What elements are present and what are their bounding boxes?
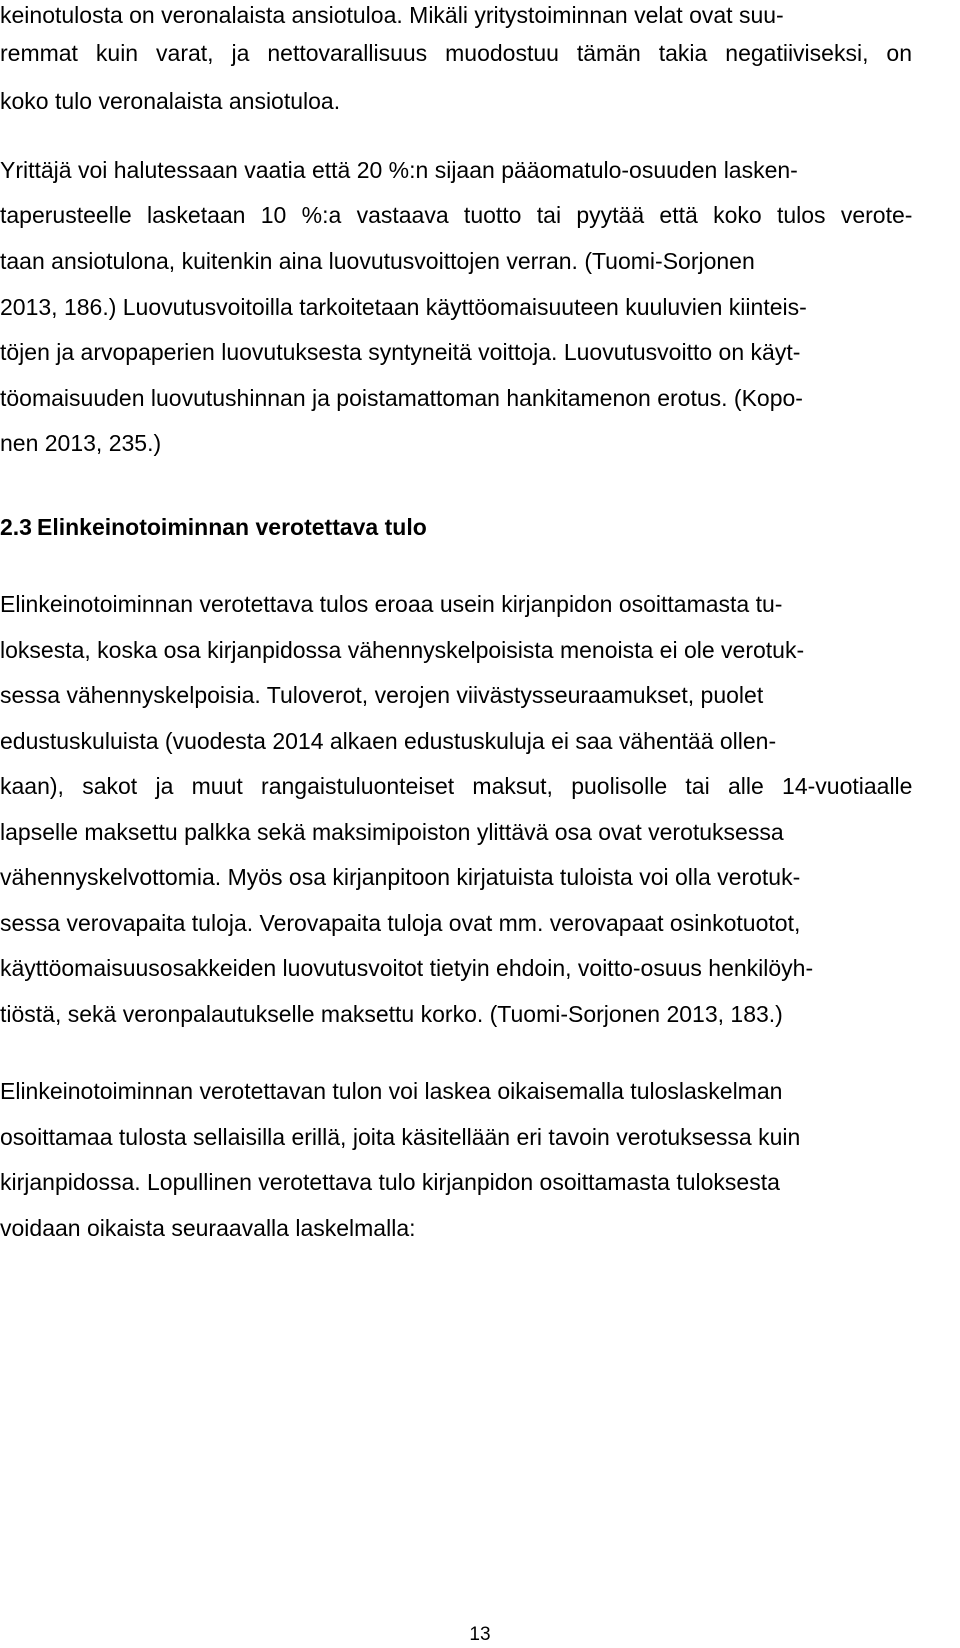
text-line: taperusteelle lasketaan 10 %:a vastaava tuotto tai pyytää että koko tulos verote- <box>0 202 913 228</box>
text-line: koko tulo veronalaista ansiotuloa. <box>0 88 341 114</box>
text-line: lapselle maksettu palkka sekä maksimipoiston ylittävä osa ovat verotuksessa <box>0 819 784 845</box>
text-line: Yrittäjä voi halutessaan vaatia että 20 %:n sijaan pääomatulo-osuuden lasken- <box>0 157 798 183</box>
text-line: sessa vähennyskelpoisia. Tuloverot, verojen viivästysseuraamukset, puolet <box>0 682 764 708</box>
text-line: vähennyskelvottomia. Myös osa kirjanpitoon kirjatuista tuloista voi olla verotuk- <box>0 864 801 890</box>
text-line: Elinkeinotoiminnan verotettavan tulon voi laskea oikaisemalla tuloslaskelman <box>0 1078 783 1104</box>
section-title: Elinkeinotoiminnan verotettava tulo <box>36 514 427 540</box>
text-line: remmat kuin varat, ja nettovarallisuus muodostuu tämän takia negatiiviseksi, on <box>0 40 912 66</box>
text-line: Elinkeinotoiminnan verotettava tulos eroaa usein kirjanpidon osoittamasta tu- <box>0 591 783 617</box>
text-line: kirjanpidossa. Lopullinen verotettava tulo kirjanpidon osoittamasta tuloksesta <box>0 1169 780 1195</box>
text-line: töjen ja arvopaperien luovutuksesta syntyneitä voittoja. Luovutusvoitto on käyt- <box>0 339 801 365</box>
text-line: osoittamaa tulosta sellaisilla erillä, joita käsitellään eri tavoin verotuksessa kuin <box>0 1124 801 1150</box>
text-line: taan ansiotulona, kuitenkin aina luovutusvoittojen verran. (Tuomi-Sorjonen <box>0 248 755 274</box>
text-line: loksesta, koska osa kirjanpidossa vähennyskelpoisista menoista ei ole verotuk- <box>0 637 805 663</box>
text-line: 2013, 186.) Luovutusvoitoilla tarkoitetaan käyttöomaisuuteen kuuluvien kiinteis- <box>0 294 807 320</box>
text-line: nen 2013, 235.) <box>0 430 162 456</box>
text-line: keinotulosta on veronalaista ansiotuloa. Mikäli yritystoiminnan velat ovat suu- <box>0 2 784 28</box>
text-line: edustuskuluista (vuodesta 2014 alkaen edustuskuluja ei saa vähentää ollen- <box>0 728 777 754</box>
page-number: 13 <box>469 1624 491 1645</box>
text-line: töomaisuuden luovutushinnan ja poistamattoman hankitamenon erotus. (Kopo- <box>0 385 803 411</box>
text-line: kaan), sakot ja muut rangaistuluonteiset maksut, puolisolle tai alle 14-vuotiaalle <box>0 773 913 799</box>
text-line: käyttöomaisuusosakkeiden luovutusvoitot tietyin ehdoin, voitto-osuus henkilöyh- <box>0 955 814 981</box>
section-heading <box>0 512 427 542</box>
section-number: 2.3 <box>0 514 32 540</box>
text-line: sessa verovapaita tuloja. Verovapaita tuloja ovat mm. verovapaat osinkotuotot, <box>0 910 801 936</box>
text-line: voidaan oikaista seuraavalla laskelmalla: <box>0 1215 416 1241</box>
text-line: tiöstä, sekä veronpalautukselle maksettu korko. (Tuomi-Sorjonen 2013, 183.) <box>0 1001 783 1027</box>
